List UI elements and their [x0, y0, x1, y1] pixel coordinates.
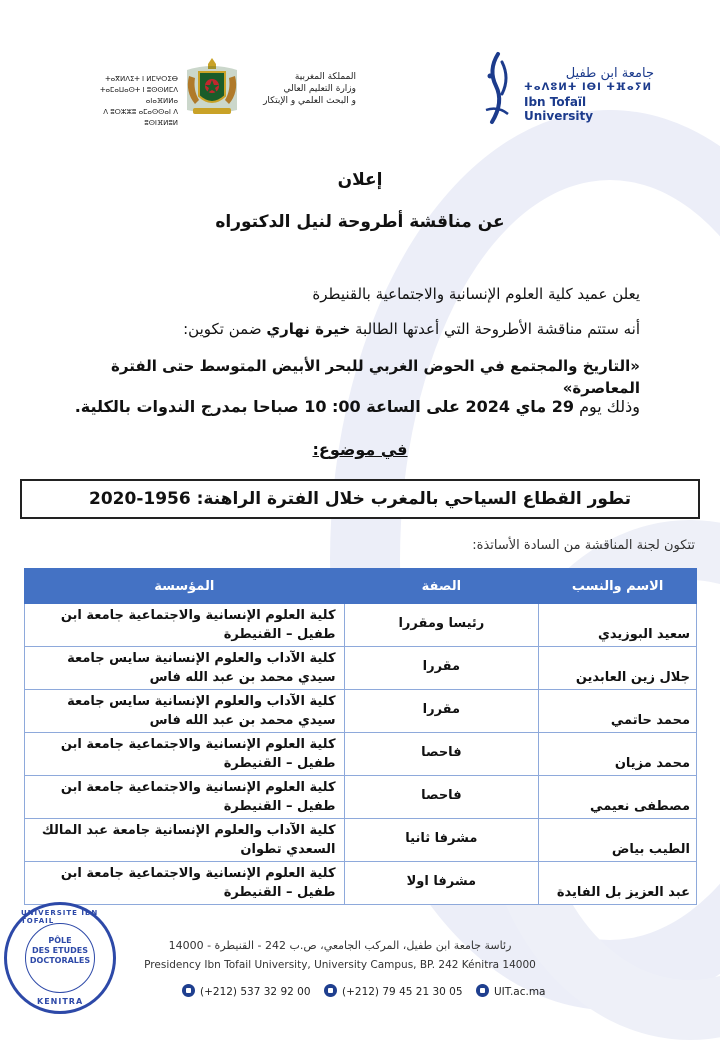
jury-role: مشرفا اولا — [344, 862, 539, 905]
doctoral-studies-stamp — [4, 902, 116, 1014]
ministry-tifinagh-line: ⵜⴰⵎⴰⵡⴰⵙⵜ ⵏ ⵓⵙⵙⵍⵎⴷ ⴰⵏⴰⴼⵍⵍⴰ — [100, 86, 178, 105]
topic-label — [0, 440, 720, 459]
phone-number: (+212) 537 32 92 00 — [200, 986, 311, 998]
table-row — [25, 690, 697, 733]
table-row — [25, 776, 697, 819]
candidate-line — [40, 318, 640, 340]
university-name-arabic: جامعة ابن طفيل — [565, 66, 654, 81]
address-arabic: رئاسة جامعة ابن طفيل، المركب الجامعي، ص.ب 242 - القنيطرة - 14000 — [168, 939, 512, 952]
address-english: Presidency Ibn Tofail University, University Campus, BP. 242 Kénitra 14000 — [144, 959, 536, 971]
table-row — [25, 862, 697, 905]
jury-table — [24, 568, 697, 905]
program-title: «التاريخ والمجتمع في الحوض الغربي للبحر الأبيض المتوسط حتى الفترة المعاصرة» — [111, 357, 640, 397]
fax-number: (+212) 79 45 21 30 05 — [342, 986, 463, 998]
jury-role: فاحصا — [344, 776, 539, 819]
ministry-name-arabic — [246, 71, 356, 107]
jury-institution: كلية العلوم الإنسانية والاجتماعية جامعة ابن طفيل – القنيطرة — [25, 604, 345, 647]
jury-intro: تتكون لجنة المناقشة من السادة الأساتذة: — [472, 538, 695, 553]
fax-icon — [324, 984, 337, 997]
table-row — [25, 819, 697, 862]
ministry-arabic-line: المملكة المغربية — [294, 72, 356, 82]
candidate-name: خيرة نهاري — [266, 320, 351, 338]
stamp-bottom-text: KENITRA — [37, 997, 84, 1006]
jury-institution: كلية العلوم الإنسانية والاجتماعية جامعة ابن طفيل – القنيطرة — [25, 862, 345, 905]
ministry-name-tifinagh — [68, 74, 178, 129]
university-name-english: Ibn Tofaïl University — [524, 95, 594, 123]
ministry-arabic-line: وزارة التعليم العالي — [283, 84, 356, 94]
jury-name: جلال زين العابدين — [539, 647, 697, 690]
phone-icon — [182, 984, 195, 997]
website-link[interactable]: UIT.ac.ma — [494, 986, 546, 998]
jury-role: مقررا — [344, 690, 539, 733]
university-logo-icon — [478, 50, 518, 130]
page-subtitle: عن مناقشة أطروحة لنيل الدكتوراه — [215, 212, 505, 232]
stamp-top-text: UNIVERSITE IBN TOFAIL — [21, 909, 99, 925]
jury-name: مصطفى نعيمي — [539, 776, 697, 819]
stamp-center-line: PÔLE — [48, 936, 72, 945]
fax-contact — [324, 984, 463, 998]
header-role: الصفة — [344, 569, 539, 604]
stamp-center — [25, 923, 95, 993]
stamp-center-line: DES ETUDES — [32, 946, 88, 955]
page-title: إعلان — [337, 170, 383, 190]
jury-name: محمد حاتمي — [539, 690, 697, 733]
jury-name: سعيد البوزيدي — [539, 604, 697, 647]
jury-institution: كلية الآداب والعلوم الإنسانية جامعة عبد المالك السعدي تطوان — [25, 819, 345, 862]
header-name: الاسم والنسب — [539, 569, 697, 604]
university-name — [524, 66, 654, 123]
stamp-center-line: DOCTORALES — [29, 956, 91, 965]
ministry-tifinagh-line: ⴷ ⵓⵔⵣⵣⵓ ⴰⵎⴰⵙⵙⴰⵏ ⴷ ⵓⵙⵏⴼⵍⵓⵍ — [103, 108, 178, 127]
jury-institution: كلية الآداب والعلوم الإنسانية سايس جامعة سيدي محمد بن عبد الله فاس — [25, 647, 345, 690]
candidate-line-suffix: ضمن تكوين: — [183, 320, 267, 338]
jury-institution: كلية العلوم الإنسانية والاجتماعية جامعة ابن طفيل – القنيطرة — [25, 733, 345, 776]
table-row — [25, 647, 697, 690]
ministry-arabic-line: و البحث العلمي و الإبتكار — [263, 96, 356, 106]
jury-name: عبد العزيز بل الفايدة — [539, 862, 697, 905]
table-row — [25, 733, 697, 776]
jury-role: فاحصا — [344, 733, 539, 776]
topic-label-text: في موضوع: — [312, 440, 408, 459]
website-contact[interactable] — [476, 984, 546, 998]
date-line-prefix: وذلك يوم — [573, 397, 640, 416]
dean-announcement: يعلن عميد كلية العلوم الإنسانية والاجتماعية بالقنيطرة — [312, 285, 640, 303]
jury-role: مشرفا ثانيا — [344, 819, 539, 862]
jury-table-header — [25, 569, 697, 604]
royal-emblem-icon — [183, 56, 241, 118]
phone-contact — [182, 984, 311, 998]
header-institution: المؤسسة — [25, 569, 345, 604]
jury-institution: كلية العلوم الإنسانية والاجتماعية جامعة ابن طفيل – القنيطرة — [25, 776, 345, 819]
table-row — [25, 604, 697, 647]
jury-role: مقررا — [344, 647, 539, 690]
thesis-topic: تطور القطاع السياحي بالمغرب خلال الفترة الراهنة: 1956-2020 — [20, 479, 700, 519]
candidate-line-prefix: أنه ستتم مناقشة الأطروحة التي أعدتها الطالبة — [350, 320, 640, 338]
ministry-tifinagh-line: ⵜⴰⴳⵍⴷⵉⵜ ⵏ ⵍⵎⵖⵔⵉⴱ — [105, 75, 178, 83]
jury-role: رئيسا ومقررا — [344, 604, 539, 647]
email-icon — [476, 984, 489, 997]
jury-name: الطيب بياض — [539, 819, 697, 862]
university-name-tifinagh: ⵜⴰⴷⵓⵍⵜ ⵏⴱⵏ ⵜⴼⴰⵢⵍ — [524, 82, 653, 93]
date-time-place: 29 ماي 2024 على الساعة 00: 10 صباحا بمدرج الندوات بالكلية. — [74, 397, 574, 416]
jury-name: محمد مزيان — [539, 733, 697, 776]
jury-institution: كلية الآداب والعلوم الإنسانية سايس جامعة سيدي محمد بن عبد الله فاس — [25, 690, 345, 733]
date-line — [40, 396, 640, 418]
